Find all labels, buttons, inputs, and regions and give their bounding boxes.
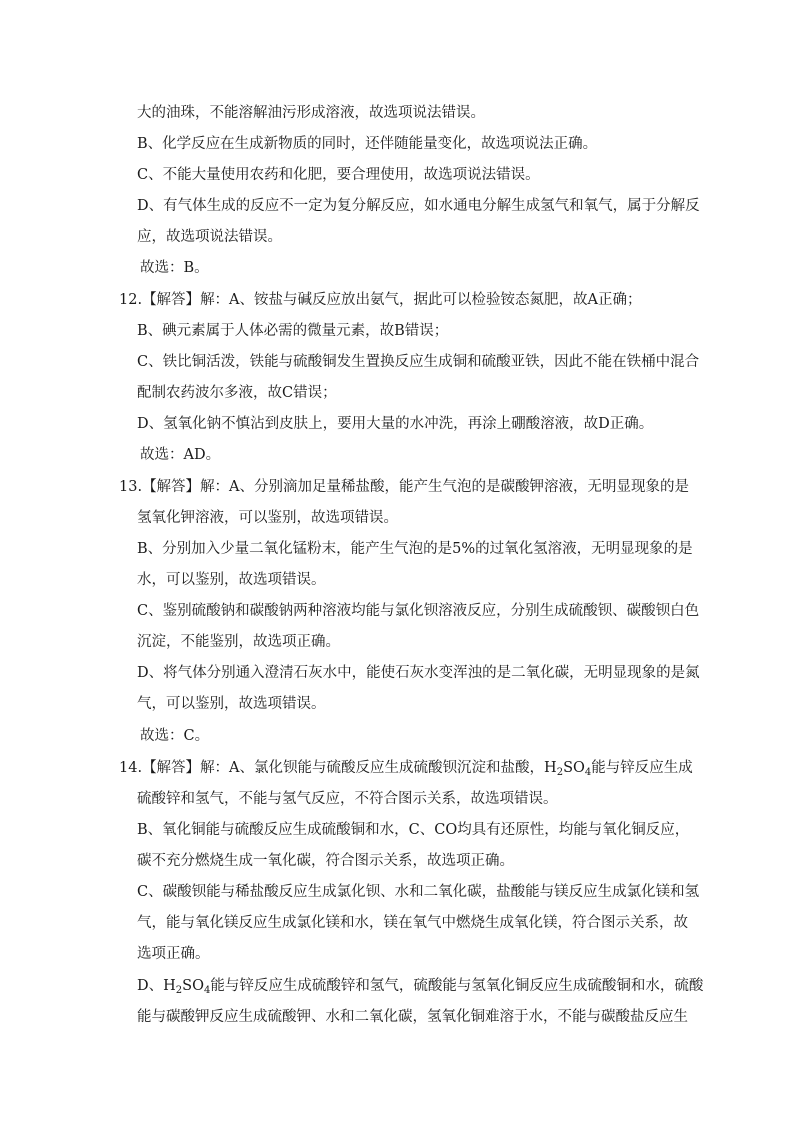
subscript: 2: [175, 985, 183, 996]
text-line: 沉淀，不能鉴别，故选项正确。: [137, 634, 340, 650]
text-line: D、有气体生成的反应不一定为复分解反应，如水通电分解生成氢气和氧气，属于分解反: [137, 198, 700, 214]
text-line: SO: [182, 978, 204, 994]
text-line: 能与锌反应生成硫酸锌和氢气，硫酸能与氢氧化铜反应生成硫酸铜和水，硫酸: [210, 978, 704, 994]
text-line: D、将气体分别通入澄清石灰水中，能使石灰水变浑浊的是二氧化碳，无明显现象的是氮: [137, 665, 700, 681]
text-line: C、不能大量使用农药和化肥，要合理使用，故选项说法错误。: [137, 167, 540, 183]
text-line: 气，可以鉴别，故选项错误。: [137, 696, 326, 712]
answer-tag: 【解答】: [142, 292, 201, 308]
answer-tag: 【解答】: [142, 760, 201, 776]
text-line: B、氧化铜能与硫酸反应生成硫酸铜和水，C、CO均具有还原性，均能与氧化铜反应，: [137, 822, 690, 838]
text-line: B、分别加入少量二氧化锰粉末，能产生气泡的是5%的过氧化氢溶液，无明显现象的是: [137, 541, 693, 557]
text-line: 配制农药波尔多液，故C错误；: [137, 385, 337, 401]
text-line: 选项正确。: [137, 946, 210, 962]
text-line: 能与碳酸钾反应生成硫酸钾、水和二氧化碳，氢氧化铜难溶于水，不能与碳酸盐反应生: [137, 1009, 688, 1025]
question-12: [119, 290, 642, 310]
text-line: C、碳酸钡能与稀盐酸反应生成氯化钡、水和二氧化碳，盐酸能与镁反应生成氯化镁和氢: [137, 884, 700, 900]
answer-tag: 【解答】: [142, 479, 201, 495]
text-line: C、鉴别硫酸钠和碳酸钠两种溶液均能与氯化钡溶液反应，分别生成硫酸钡、碳酸钡白色: [137, 603, 700, 619]
text-line: 解：A、氯化钡能与硫酸反应生成硫酸钡沉淀和盐酸，H: [200, 760, 557, 776]
text-line: C、铁比铜活泼，铁能与硫酸铜发生置换反应生成铜和硫酸亚铁，因此不能在铁桶中混合: [137, 354, 700, 370]
subscript: 4: [584, 767, 592, 778]
question-number: 14.: [119, 760, 143, 776]
text-line: D、氢氧化钠不慎沾到皮肤上，要用大量的水冲洗，再涂上硼酸溶液，故D正确。: [137, 416, 654, 432]
text-line: 氢氧化钾溶液，可以鉴别，故选项错误。: [137, 510, 398, 526]
question-number: 13.: [119, 479, 143, 495]
text-line: 气，能与氧化镁反应生成氯化镁和水，镁在氧气中燃烧生成氧化镁，符合图示关系，故: [137, 915, 688, 931]
text-line: 解：A、铵盐与碱反应放出氨气，据此可以检验铵态氮肥，故A正确；: [200, 292, 642, 308]
text-line: B、碘元素属于人体必需的微量元素，故B错误；: [137, 323, 449, 339]
text-line: 碳不充分燃烧生成一氧化碳，符合图示关系，故选项正确。: [137, 853, 514, 869]
subscript: 2: [556, 767, 564, 778]
text-line: 解：A、分别滴加足量稀盐酸，能产生气泡的是碳酸钾溶液，无明显现象的是: [200, 479, 690, 495]
question-number: 12.: [119, 292, 143, 308]
question-14: [119, 758, 693, 778]
answer-line: 故选：AD。: [140, 447, 221, 463]
text-line: 硫酸锌和氢气，不能与氢气反应，不符合图示关系，故选项错误。: [137, 791, 558, 807]
question-13: [119, 477, 689, 497]
answer-line: 故选：B。: [140, 260, 209, 276]
text-line: 应，故选项说法错误。: [137, 229, 282, 245]
text-line: [137, 976, 703, 996]
text-line: D、H: [137, 978, 176, 994]
text-line: B、化学反应在生成新物质的同时，还伴随能量变化，故选项说法正确。: [137, 136, 598, 152]
answer-line: 故选：C。: [140, 728, 210, 744]
subscript: 4: [203, 985, 211, 996]
text-line: SO: [563, 760, 585, 776]
text-line: 水，可以鉴别，故选项错误。: [137, 572, 326, 588]
text-line: 大的油珠，不能溶解油污形成溶液，故选项说法错误。: [137, 105, 485, 121]
text-line: 能与锌反应生成: [591, 760, 693, 776]
